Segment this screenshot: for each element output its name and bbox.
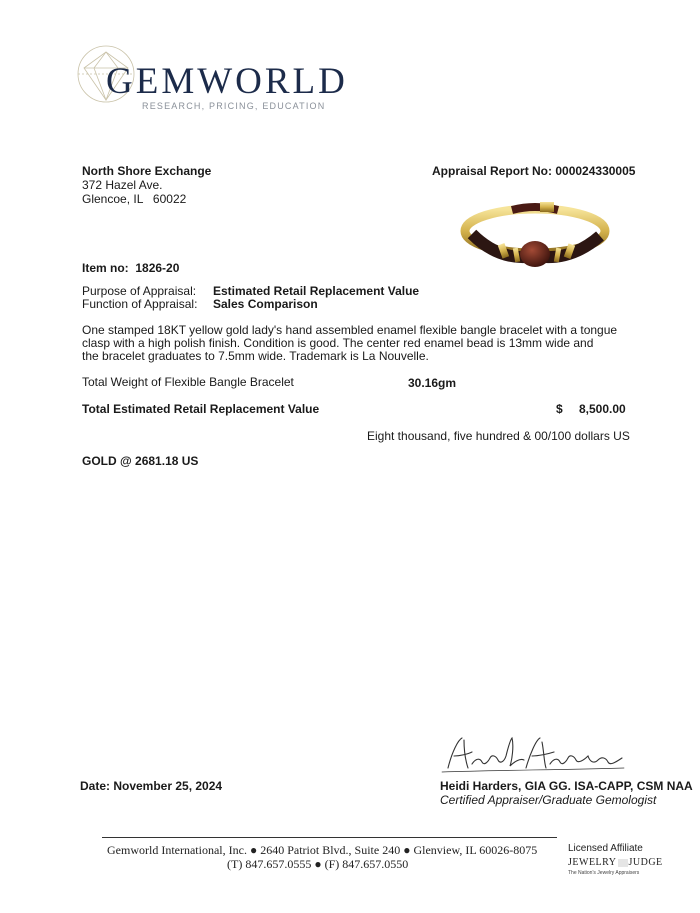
currency-symbol: $ — [556, 402, 563, 416]
description-line-3: the bracelet graduates to 7.5mm wide. Trademark is La Nouvelle. — [82, 349, 429, 363]
description-line-2: clasp with a high polish finish. Condition is good. The center red enamel bead is 13mm wide and — [82, 336, 594, 350]
appraiser-name: Heidi Harders, GIA GG. ISA-CAPP, CSM NAA — [440, 779, 693, 793]
function-value: Sales Comparison — [213, 297, 318, 311]
client-address-line2: Glencoe, IL 60022 — [82, 192, 187, 206]
item-number — [82, 261, 179, 275]
item-number-value: 1826-20 — [135, 261, 180, 275]
weight-value: 30.16gm — [408, 376, 457, 390]
jewelry-judge-right: JUDGE — [628, 857, 663, 868]
appraisal-date: Date: November 25, 2024 — [80, 779, 223, 793]
total-value-words: Eight thousand, five hundred & 00/100 dollars US — [367, 429, 630, 443]
item-number-label: Item no: — [82, 261, 129, 275]
appraiser-signature — [438, 732, 628, 776]
affiliate-label: Licensed Affiliate — [568, 843, 643, 854]
description-line-1: One stamped 18KT yellow gold lady's hand assembled enamel flexible bangle bracelet with a tongue — [82, 323, 618, 337]
report-number-label: Appraisal Report No: — [432, 164, 553, 178]
jewelry-judge-left: JEWELRY — [568, 857, 617, 868]
affiliate-subtitle: The Nation's Jewelry Appraisers — [568, 870, 640, 876]
client-name: North Shore Exchange — [82, 164, 212, 178]
gold-price: GOLD @ 2681.18 US — [82, 454, 199, 468]
purpose-label: Purpose of Appraisal: — [82, 284, 197, 298]
footer-address: Gemworld International, Inc. ● 2640 Patriot Blvd., Suite 240 ● Glenview, IL 60026-8075 — [107, 843, 538, 857]
total-value-amount: 8,500.00 — [579, 402, 626, 416]
report-number-value: 000024330005 — [555, 164, 636, 178]
jewelry-judge-logo — [568, 857, 663, 869]
brand-tagline: RESEARCH, PRICING, EDUCATION — [142, 101, 326, 111]
client-address-line1: 372 Hazel Ave. — [82, 178, 163, 192]
report-number — [432, 164, 635, 178]
brand-name: GEMWORLD — [106, 61, 348, 102]
bracelet-photo — [460, 196, 610, 286]
purpose-value: Estimated Retail Replacement Value — [213, 284, 420, 298]
function-label: Function of Appraisal: — [82, 297, 198, 311]
weight-label: Total Weight of Flexible Bangle Bracelet — [82, 375, 294, 389]
appraiser-title: Certified Appraiser/Graduate Gemologist — [440, 793, 657, 807]
footer-divider — [102, 837, 557, 838]
footer-phone: (T) 847.657.0555 ● (F) 847.657.0550 — [227, 857, 409, 871]
jewelry-judge-badge-icon — [618, 859, 628, 867]
total-value-label: Total Estimated Retail Replacement Value — [82, 402, 320, 416]
